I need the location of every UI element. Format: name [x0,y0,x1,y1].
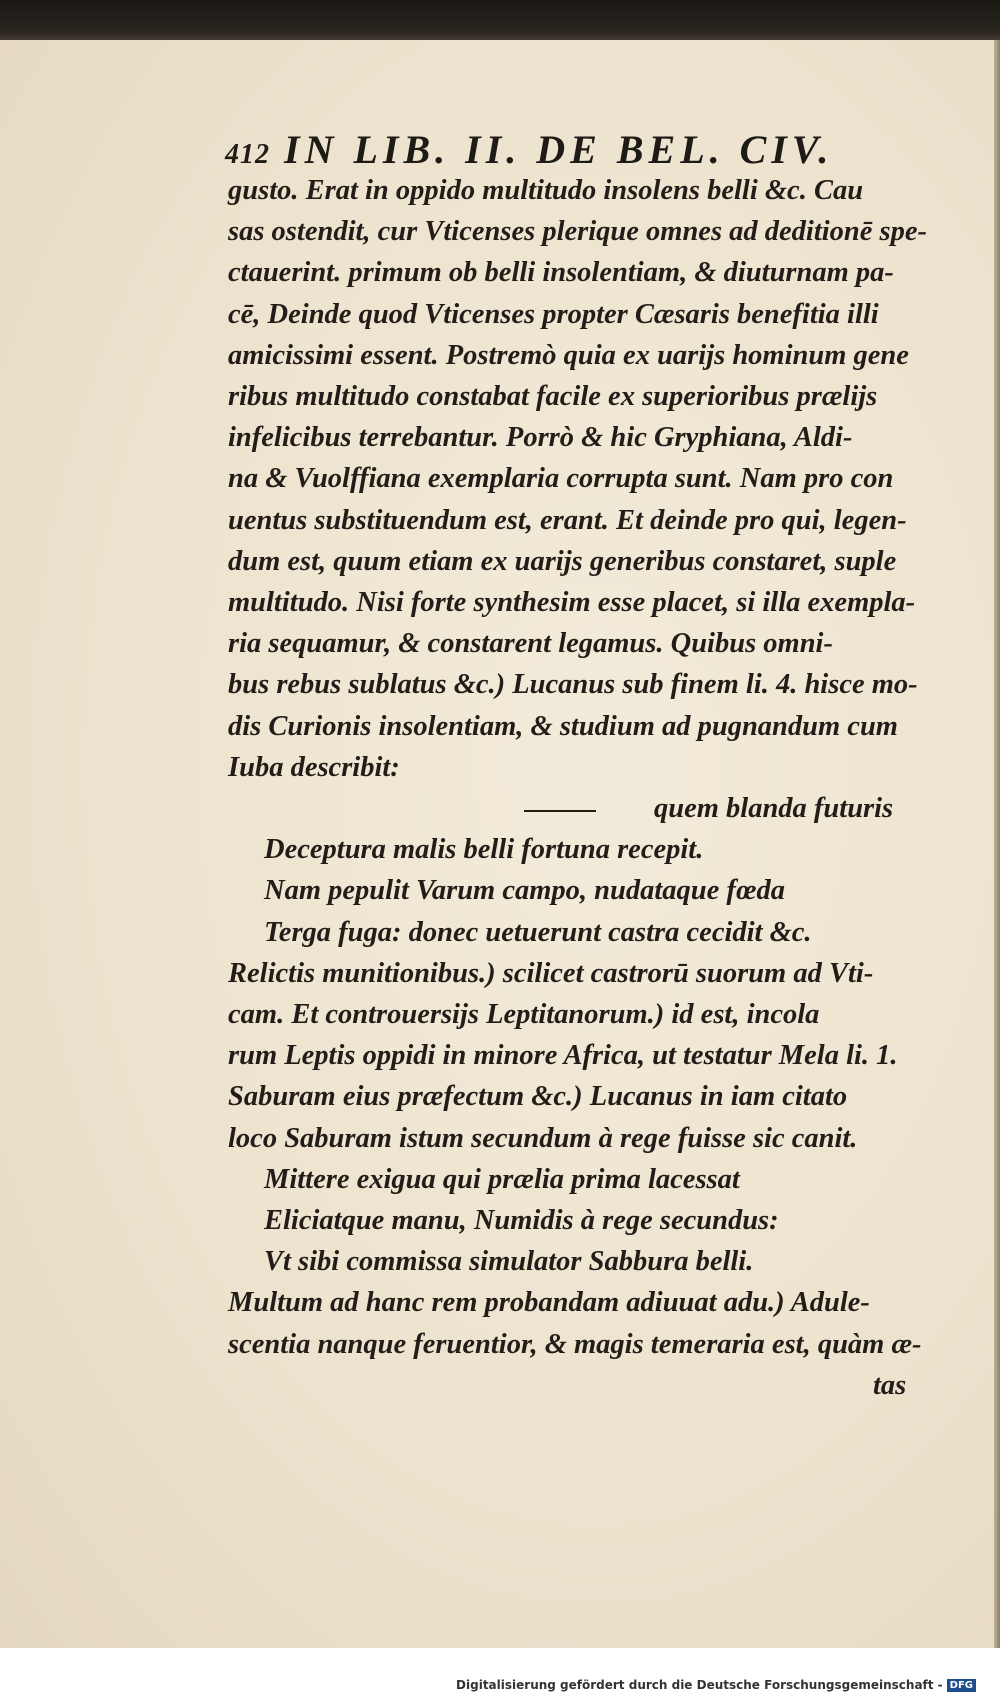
text-line: Multum ad hanc rem probandam adiuuat adu.) Adule- [228,1287,870,1319]
dfg-logo: DFG [947,1679,976,1692]
text-line: cē, Deinde quod Vticenses propter Cæsaris benefitia illi [228,298,879,330]
text-line: ria sequamur, & constarent legamus. Quibus omni- [228,628,833,660]
footer-bar [0,1648,1000,1703]
text-line: scentia nanque feruentior, & magis temeraria est, quàm æ- [228,1328,922,1360]
verse-line: Terga fuga: donec uetuerunt castra cecidit &c. [264,916,812,948]
funding-credit [456,1678,976,1692]
text-line: multitudo. Nisi forte synthesim esse placet, si illa exempla- [228,587,916,619]
verse-line: Vt sibi commissa simulator Sabbura belli. [264,1246,754,1278]
text-line: dis Curionis insolentiam, & studium ad pugnandum cum [228,710,898,742]
text-line: gusto. Erat in oppido multitudo insolens belli &c. Cau [228,175,864,206]
verse-line: Eliciatque manu, Numidis à rege secundus: [264,1205,779,1237]
text-line: Iuba describit: [228,751,400,783]
funding-credit-text: Digitalisierung gefördert durch die Deutsche Forschungsgemeinschaft - [456,1678,943,1692]
text-line: bus rebus sublatus &c.) Lucanus sub finem li. 4. hisce mo- [228,669,918,701]
verse-intro-line [228,788,918,829]
page-right-edge [994,40,1000,1648]
verse-line: Mittere exigua qui prælia prima lacessat [264,1163,740,1195]
text-line: na & Vuolffiana exemplaria corrupta sunt. Nam pro con [228,463,894,495]
text-line: rum Leptis oppidi in minore Africa, ut testatur Mela li. 1. [228,1040,898,1072]
text-line: infelicibus terrebantur. Porrò & hic Gryphiana, Aldi- [228,422,853,454]
verse-line: Deceptura malis belli fortuna recepit. [264,834,704,866]
em-dash-rule [524,810,596,812]
running-head [225,126,833,173]
text-line: sas ostendit, cur Vticenses plerique omnes ad deditionē spe- [228,216,928,248]
text-line: Relictis munitionibus.) scilicet castrorū suorum ad Vti- [228,957,874,989]
catchword: tas [873,1369,907,1401]
verse-line: Nam pepulit Varum campo, nudataque fœda [264,875,785,907]
text-line: cam. Et controuersijs Leptitanorum.) id est, incola [228,999,820,1031]
text-line: amicissimi essent. Postremò quia ex uarijs hominum gene [228,339,909,371]
text-line: uentus substituendum est, erant. Et deinde pro qui, legen- [228,504,907,536]
text-line: ctauerint. primum ob belli insolentiam, & diuturnam pa- [228,257,894,289]
text-line: Saburam eius præfectum &c.) Lucanus in iam citato [228,1081,848,1113]
text-line: ribus multitudo constabat facile ex superioribus prælijs [228,381,878,413]
verse-intro: quem blanda futuris [654,793,894,825]
running-title: IN LIB. II. DE BEL. CIV. [284,127,834,172]
body-text [228,170,928,1406]
text-line: loco Saburam istum secundum à rege fuisse sic canit. [228,1122,858,1154]
text-line: dum est, quum etiam ex uarijs generibus constaret, suple [228,545,897,577]
page-number: 412 [225,139,270,170]
